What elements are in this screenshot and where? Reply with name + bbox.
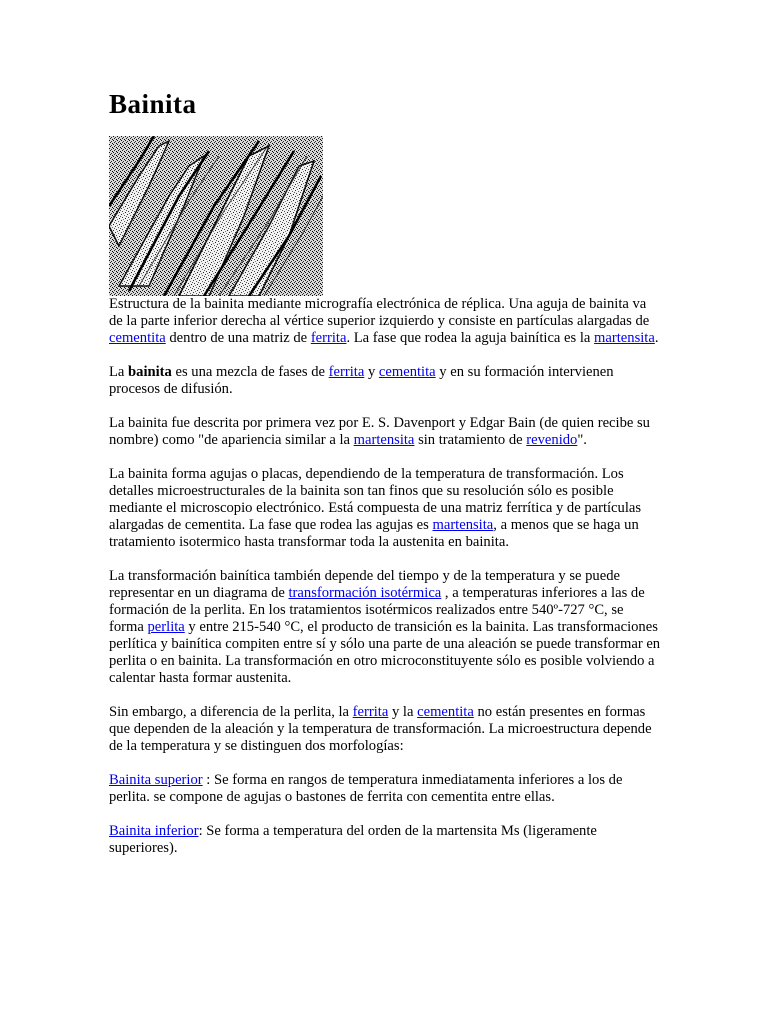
link-cementita[interactable]: cementita (109, 330, 166, 346)
paragraph-text: y en su formación intervienen procesos de difusión. (109, 364, 614, 397)
paragraph-structure (109, 466, 661, 551)
paragraph-text: La bainita forma agujas o placas, dependiendo de la temperatura de transformación. Los detalles microestructurales de la bainita son tan finos que su resolución sólo es posible mediante el microscopio electrónico. Está compuesta de una matriz ferrítica y de partículas alargadas de cementita. La fase que rodea las agujas es (109, 466, 642, 533)
link-cementita[interactable]: cementita (378, 364, 436, 380)
paragraph-text: : Se forma a temperatura del orden de la martensita Ms (ligeramente superiores). (109, 823, 597, 856)
link-ferrita[interactable]: ferrita (352, 704, 389, 720)
paragraph-text: La (109, 364, 129, 380)
caption-text: Estructura de la bainita mediante micrografía electrónica de réplica. Una aguja de bainita va de la parte inferior derecha al vértice superior izquierdo y consiste en partículas alargadas de (109, 296, 650, 329)
paragraph-text: y (364, 364, 379, 380)
link-martensita[interactable]: martensita (353, 432, 415, 448)
paragraph-text: , a menos que se haga un tratamiento isotermico hasta transformar toda la austenita en bainita. (109, 517, 639, 550)
caption-text: dentro de una matriz de (165, 330, 311, 346)
bainite-micrograph-image (109, 136, 323, 296)
link-bainita-superior[interactable]: Bainita superior (109, 772, 203, 788)
page-title: Bainita (109, 89, 197, 119)
paragraph-text: no están presentes en formas que dependen de la aleación y la temperatura de transformación. La microestructura depende de la temperatura y se distinguen dos morfologías: (109, 704, 652, 754)
link-martensita[interactable]: martensita (432, 517, 494, 533)
bainite-micrograph-icon (109, 136, 323, 296)
paragraph-text: y entre 215-540 °C, el producto de transición es la bainita. Las transformaciones perlítica y bainítica compiten entre sí y sólo una parte de una aleación se puede transformar en perlita o en bainita. La transformación en otro microconstituyente sólo es posible volviendo a calentar hasta formar austenita. (109, 619, 661, 686)
paragraph-history (109, 415, 661, 449)
paragraph-text: : Se forma en rangos de temperatura inmediatamenta inferiores a los de perlita. se compone de agujas o bastones de ferrita con cementita entre ellas. (109, 772, 623, 805)
link-martensita[interactable]: martensita (594, 330, 655, 346)
paragraph-text: Sin embargo, a diferencia de la perlita, la (109, 704, 353, 720)
article-body (109, 296, 661, 874)
link-transformacion-isotermica[interactable]: transformación isotérmica (288, 585, 442, 601)
paragraph-text: La bainita fue descrita por primera vez por E. S. Davenport y Edgar Bain (de quien recibe su nombre) como "de apariencia similar a la (109, 415, 650, 448)
link-ferrita[interactable]: ferrita (328, 364, 365, 380)
paragraph-text: ". (577, 432, 587, 448)
paragraph-transformation (109, 568, 661, 687)
link-cementita[interactable]: cementita (417, 704, 474, 720)
link-perlita[interactable]: perlita (147, 619, 185, 635)
paragraph-definition (109, 364, 661, 398)
link-ferrita[interactable]: ferrita (310, 330, 347, 346)
paragraph-text: y la (388, 704, 418, 720)
caption-text: . (654, 330, 659, 346)
paragraph-morphologies (109, 704, 661, 755)
paragraph-lower-bainite (109, 823, 661, 857)
paragraph-text: sin tratamiento de (414, 432, 527, 448)
link-bainita-inferior[interactable]: Bainita inferior (109, 823, 199, 839)
paragraph-text: es una mezcla de fases de (171, 364, 329, 380)
image-caption (109, 296, 661, 347)
link-revenido[interactable]: revenido (526, 432, 578, 448)
bold-term: bainita (128, 364, 172, 380)
paragraph-upper-bainite (109, 772, 661, 806)
paragraph-text: La transformación bainítica también depende del tiempo y de la temperatura y se puede representar en un diagrama de (109, 568, 620, 601)
caption-text: . La fase que rodea la aguja bainítica es la (346, 330, 595, 346)
paragraph-text: , a temperaturas inferiores a las de formación de la perlita. En los tratamientos isotérmicos realizados entre 540º-727 °C, se forma (109, 585, 645, 635)
